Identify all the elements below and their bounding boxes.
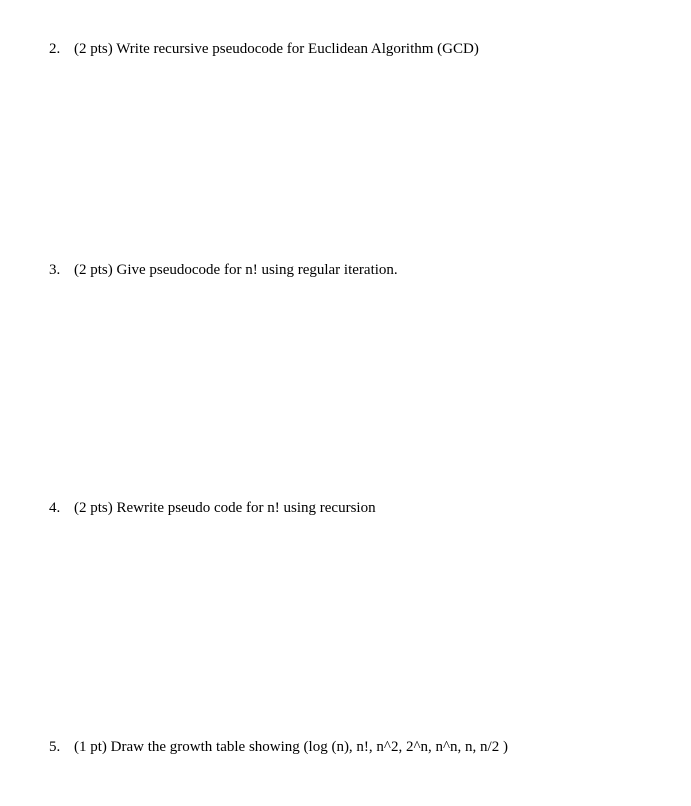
question-number: 5. (49, 739, 61, 755)
question-number: 2. (49, 41, 61, 57)
question-4 (0, 497, 691, 519)
question-text: (2 pts) Give pseudocode for n! using regular iteration. (74, 262, 398, 278)
question-number: 3. (49, 262, 61, 278)
question-text: (1 pt) Draw the growth table showing (log (n), n!, n^2, 2^n, n^n, n, n/2 ) (74, 739, 508, 755)
question-3 (0, 259, 691, 281)
question-text: (2 pts) Rewrite pseudo code for n! using recursion (74, 500, 376, 516)
question-text: (2 pts) Write recursive pseudocode for Euclidean Algorithm (GCD) (74, 41, 479, 57)
question-5 (0, 736, 691, 758)
question-number: 4. (49, 500, 61, 516)
question-2 (0, 38, 691, 60)
